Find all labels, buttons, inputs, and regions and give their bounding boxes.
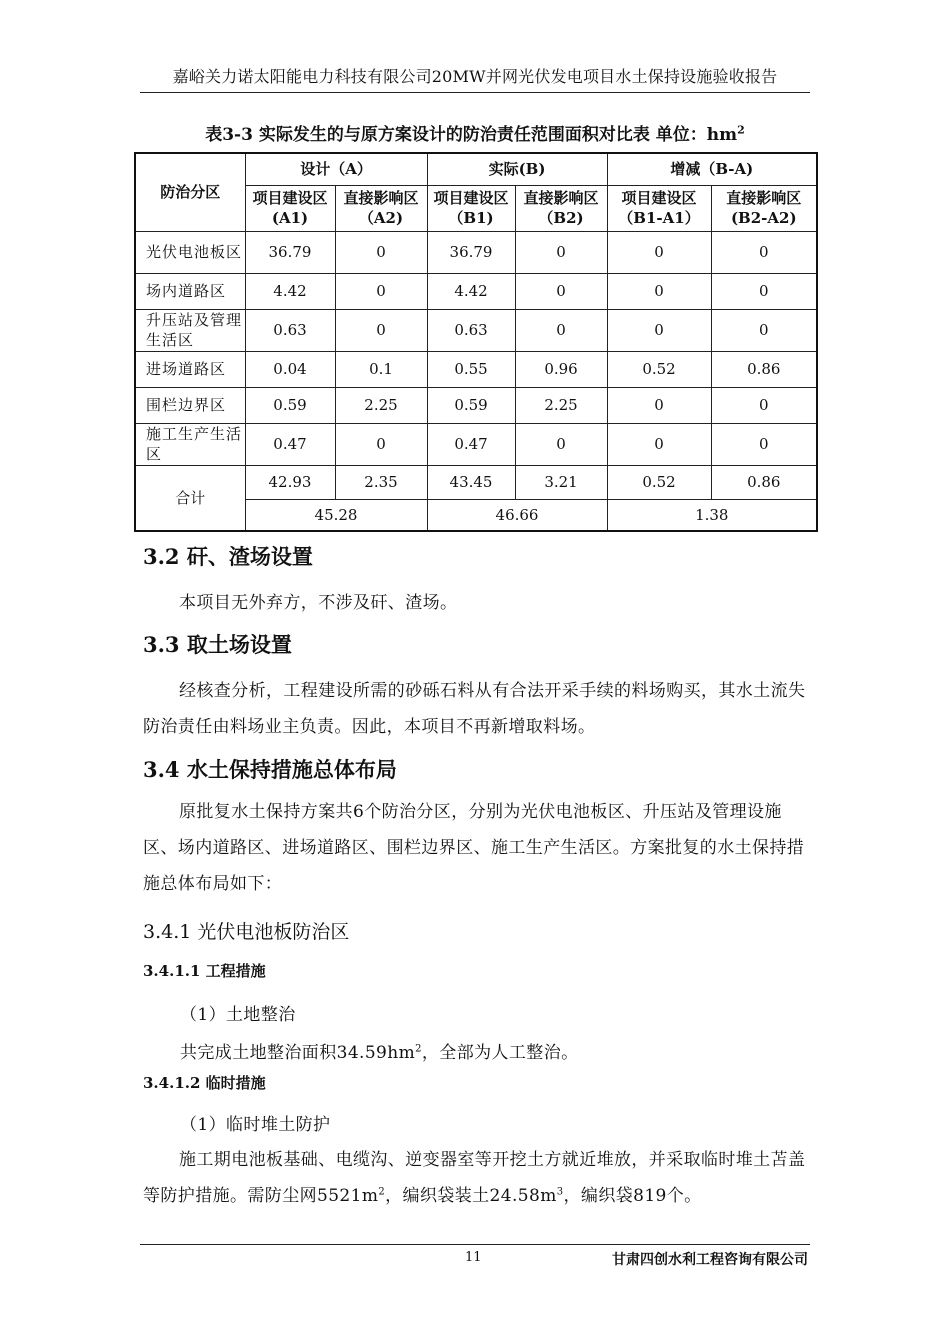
cell-a1: 0.47: [245, 423, 335, 465]
section-3-2-text: 本项目无外弃方，不涉及矸、渣场。: [179, 593, 458, 613]
cell-a2: 0.1: [335, 351, 427, 387]
table-row: [135, 273, 817, 309]
temp-sup-2: 3: [556, 1186, 564, 1198]
cell-c1: 0: [607, 387, 711, 423]
cell-c1: 0: [607, 423, 711, 465]
table-caption: [140, 120, 810, 145]
land-grading-text: [180, 1038, 579, 1063]
table-caption-text: 表3-3 实际发生的与原方案设计的防治责任范围面积对比表 单位：hm: [205, 125, 738, 145]
header-c1: 项目建设区（B1-A1）: [607, 185, 711, 231]
cell-b1: 4.42: [427, 273, 515, 309]
cell-b2: 0: [515, 423, 607, 465]
section-3-4-text: 原批复水土保持方案共6个防治分区，分别为光伏电池板区、升压站及管理设施区、场内道路区、进场道路区、围栏边界区、施工生产生活区。方案批复的水土保持措施总体布局如下：: [143, 802, 805, 894]
header-b2: 直接影响区（B2): [515, 185, 607, 231]
total-c-sum: 1.38: [607, 499, 817, 531]
temp-text-a: 施工期电池板基础、电缆沟、逆变器室等开挖土方就近堆放，并采取临时堆土苫盖等防护措施。需防尘网5521m: [143, 1150, 806, 1206]
header-a1: 项目建设区(A1): [245, 185, 335, 231]
section-3-4-1-1-title: 3.4.1.1 工程措施: [143, 962, 266, 980]
cell-c2: 0: [711, 309, 817, 351]
area-comparison-table: [134, 152, 818, 532]
temp-text-b: ，编织袋装土24.58m: [385, 1186, 557, 1206]
cell-c2: 0: [711, 231, 817, 273]
row-zone: 进场道路区: [135, 351, 245, 387]
land-grading-text-b: ，全部为人工整治。: [421, 1043, 579, 1063]
total-c1: 0.52: [607, 465, 711, 499]
cell-a2: 0: [335, 273, 427, 309]
cell-a1: 0.63: [245, 309, 335, 351]
temp-soil-protection-text: [143, 1142, 808, 1214]
cell-b2: 0: [515, 273, 607, 309]
header-b1: 项目建设区（B1): [427, 185, 515, 231]
section-3-4-title: 3.4 水土保持措施总体布局: [143, 757, 397, 782]
cell-c1: 0: [607, 309, 711, 351]
total-a2: 2.35: [335, 465, 427, 499]
cell-c2: 0.86: [711, 351, 817, 387]
cell-c2: 0: [711, 273, 817, 309]
row-zone: 施工生产生活区: [135, 423, 245, 465]
temp-sup-1: 2: [378, 1186, 386, 1198]
cell-a2: 0: [335, 423, 427, 465]
section-3-4-1-title: 3.4.1 光伏电池板防治区: [143, 921, 350, 943]
table-row: [135, 231, 817, 273]
cell-c2: 0: [711, 387, 817, 423]
table-row: [135, 387, 817, 423]
row-zone: 升压站及管理生活区: [135, 309, 245, 351]
cell-a2: 0: [335, 231, 427, 273]
cell-a1: 4.42: [245, 273, 335, 309]
cell-b2: 2.25: [515, 387, 607, 423]
table-header-row-1: [135, 153, 817, 185]
section-3-3-text: 经核查分析，工程建设所需的砂砾石料从有合法开采手续的料场购买，其水土流失防治责任由料场业主负责。因此，本项目不再新增取料场。: [143, 681, 806, 737]
cell-b2: 0.96: [515, 351, 607, 387]
header-c2: 直接影响区(B2-A2): [711, 185, 817, 231]
footer-organization: 甘肃四创水利工程咨询有限公司: [612, 1252, 808, 1268]
cell-a1: 0.59: [245, 387, 335, 423]
cell-b1: 0.55: [427, 351, 515, 387]
header-design: 设计（A）: [245, 153, 427, 185]
header-actual: 实际(B): [427, 153, 607, 185]
header-a2: 直接影响区（A2): [335, 185, 427, 231]
cell-c1: 0: [607, 273, 711, 309]
total-b2: 3.21: [515, 465, 607, 499]
header-zone: 防治分区: [135, 153, 245, 231]
land-grading-text-a: 共完成土地整治面积34.59hm: [180, 1043, 416, 1063]
cell-c2: 0: [711, 423, 817, 465]
section-3-3-title: 3.3 取土场设置: [143, 632, 292, 657]
total-b-sum: 46.66: [427, 499, 607, 531]
cell-b2: 0: [515, 309, 607, 351]
cell-a2: 0: [335, 309, 427, 351]
section-3-2-title: 3.2 矸、渣场设置: [143, 544, 313, 569]
cell-b1: 0.63: [427, 309, 515, 351]
running-header: 嘉峪关力诺太阳能电力科技有限公司20MW并网光伏发电项目水土保持设施验收报告: [172, 67, 778, 86]
row-zone: 围栏边界区: [135, 387, 245, 423]
cell-c1: 0: [607, 231, 711, 273]
row-zone: 场内道路区: [135, 273, 245, 309]
table-row: [135, 423, 817, 465]
total-label: 合计: [135, 465, 245, 531]
temp-text-c: ，编织袋819个。: [563, 1186, 702, 1206]
cell-b1: 36.79: [427, 231, 515, 273]
item-land-grading: （1）土地整治: [180, 1005, 296, 1025]
table-row: [135, 309, 817, 351]
page-number: 11: [465, 1250, 482, 1265]
cell-a1: 0.04: [245, 351, 335, 387]
table-row: [135, 351, 817, 387]
section-3-4-1-2-title: 3.4.1.2 临时措施: [143, 1074, 266, 1092]
table-caption-unit-sup: 2: [737, 123, 745, 137]
header-rule: [140, 92, 810, 93]
total-a1: 42.93: [245, 465, 335, 499]
row-zone: 光伏电池板区: [135, 231, 245, 273]
total-b1: 43.45: [427, 465, 515, 499]
footer-rule: [140, 1244, 810, 1245]
land-grading-sup: 2: [415, 1043, 422, 1055]
cell-a2: 2.25: [335, 387, 427, 423]
cell-c1: 0.52: [607, 351, 711, 387]
total-row: [135, 465, 817, 499]
total-c2: 0.86: [711, 465, 817, 499]
cell-b1: 0.59: [427, 387, 515, 423]
cell-a1: 36.79: [245, 231, 335, 273]
item-temp-soil-protection: （1）临时堆土防护: [180, 1115, 331, 1135]
cell-b2: 0: [515, 231, 607, 273]
header-change: 增减（B-A): [607, 153, 817, 185]
total-a-sum: 45.28: [245, 499, 427, 531]
cell-b1: 0.47: [427, 423, 515, 465]
